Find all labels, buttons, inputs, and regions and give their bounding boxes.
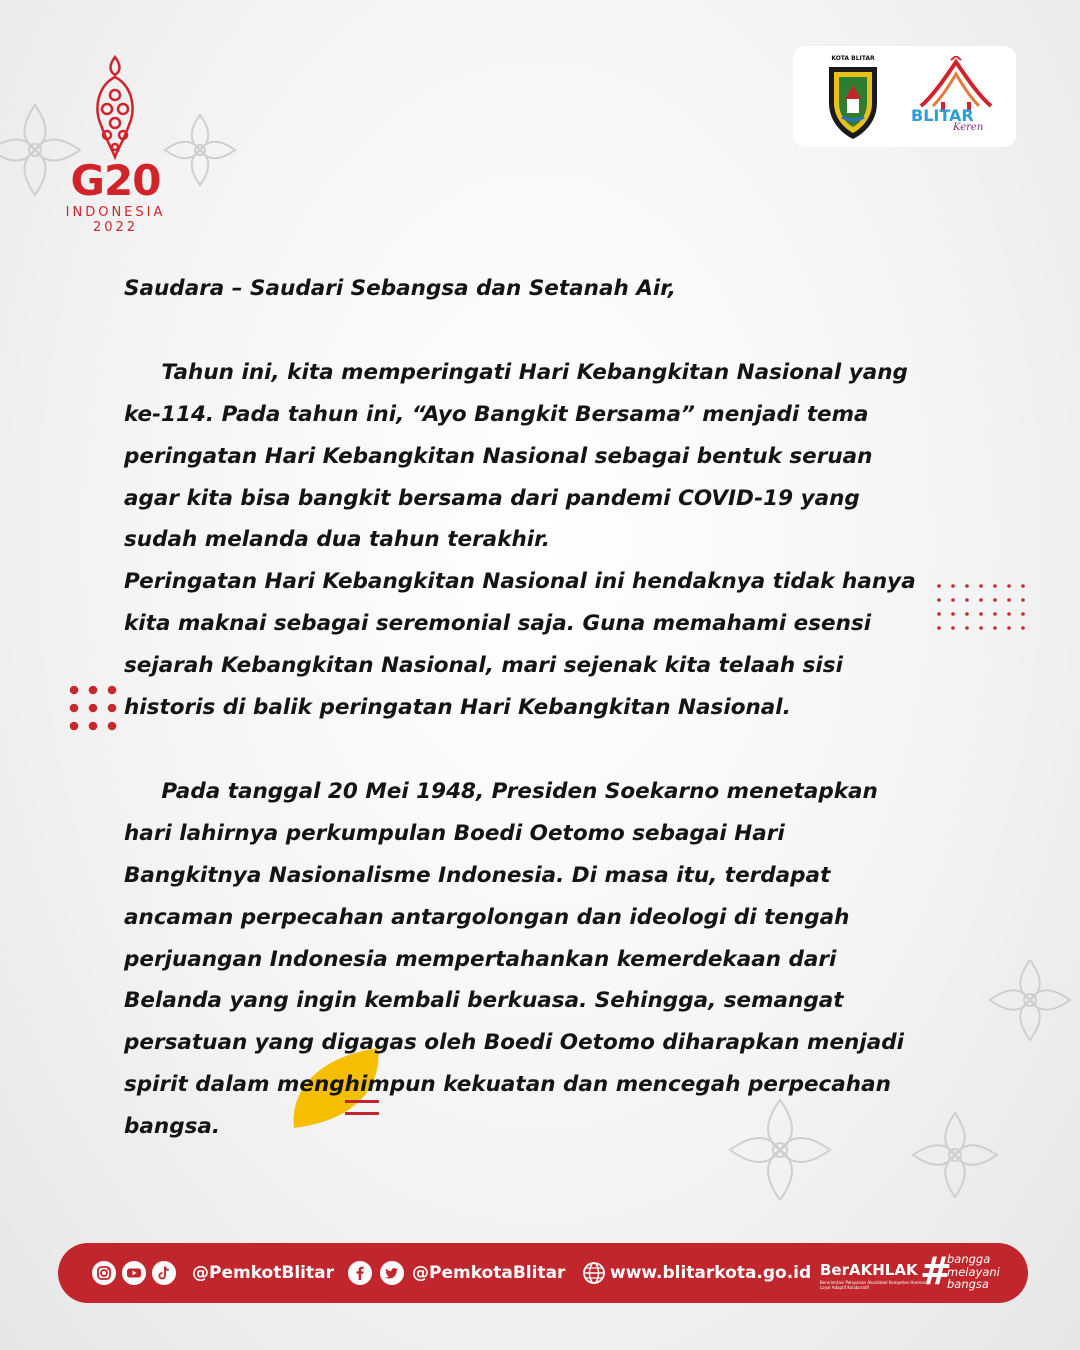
bangga-melayani-hash: # — [920, 1249, 952, 1293]
twitter-icon[interactable] — [380, 1261, 404, 1285]
paragraph-1-line: peringatan Hari Kebangkitan Nasional sebagai bentuk seruan — [124, 443, 873, 469]
paragraph-2-line: Pada tanggal 20 Mei 1948, Presiden Soekarno menetapkan — [124, 778, 878, 804]
paragraph-2-line: spirit dalam menghimpun kekuatan dan mencegah perpecahan — [124, 1072, 891, 1098]
paragraph-1-line: sudah melanda dua tahun terakhir. — [124, 527, 550, 553]
instagram-icon[interactable] — [92, 1261, 116, 1285]
blank-line — [124, 310, 984, 352]
city-logos-card — [793, 46, 1016, 147]
bangga-melayani-bangsa — [947, 1253, 1000, 1291]
kota-blitar-label: KOTA BLITAR — [831, 55, 875, 62]
social-handle-pemkotablitar[interactable]: @PemkotaBlitar — [412, 1263, 566, 1283]
social-footer-bar — [58, 1243, 1028, 1303]
g20-year: 2022 — [92, 220, 139, 235]
social-handle-pemkotblitar[interactable]: @PemkotBlitar — [192, 1263, 334, 1283]
paragraph-1-line: sejarah Kebangkitan Nasional, mari sejenak kita telaah sisi — [124, 653, 843, 679]
kota-blitar-crest-icon — [823, 63, 883, 141]
paragraph-2-line: perjuangan Indonesia mempertahankan kemerdekaan dari — [124, 946, 837, 972]
g20-emblem-icon — [85, 55, 145, 160]
paragraph-1-line: Peringatan Hari Kebangkitan Nasional ini hendaknya tidak hanya — [124, 569, 916, 595]
paragraph-1-line: Tahun ini, kita memperingati Hari Kebangkitan Nasional yang — [124, 359, 908, 385]
paragraph-2-line: persatuan yang digagas oleh Boedi Oetomo diharapkan menjadi — [124, 1030, 904, 1056]
facebook-icon[interactable] — [348, 1261, 372, 1285]
youtube-icon[interactable] — [122, 1261, 146, 1285]
paragraph-2-line: ancaman perpecahan antargolongan dan ideologi di tengah — [124, 904, 850, 930]
bangsa-line: bangsa — [947, 1277, 989, 1291]
letter-body — [124, 268, 984, 1148]
paragraph-1-line: ke-114. Pada tahun ini, “Ayo Bangkit Bersama” menjadi tema — [124, 401, 869, 427]
paragraph-1-line: agar kita bisa bangkit bersama dari pandemi COVID-19 yang — [124, 485, 860, 511]
blitar-keren-roof-icon — [911, 56, 1001, 112]
globe-icon[interactable] — [582, 1261, 606, 1285]
greeting: Saudara – Saudari Sebangsa dan Setanah Air, — [124, 276, 676, 301]
melayani-line: melayani — [947, 1264, 1000, 1279]
blank-line — [124, 729, 984, 771]
tiktok-icon[interactable] — [152, 1261, 176, 1285]
dot-grid-left — [68, 684, 120, 732]
g20-country: INDONESIA — [65, 205, 166, 220]
paragraph-2-line: bangsa. — [124, 1114, 221, 1140]
g20-logo — [58, 55, 173, 235]
paragraph-1-line: kita maknai sebagai seremonial saja. Guna memahami esensi — [124, 611, 872, 637]
bangga-line: bangga — [947, 1252, 991, 1266]
berakhlak-logo: BerAKHLAK — [820, 1261, 918, 1279]
paragraph-1-line: historis di balik peringatan Hari Kebangkitan Nasional. — [124, 695, 791, 721]
berakhlak-subtitle: Berorientasi Pelayanan Akuntabel Kompeten Harmonis Loyal Adaptif Kolaboratif — [820, 1280, 930, 1290]
paragraph-2-line: Belanda yang ingin kembali berkuasa. Sehingga, semangat — [124, 988, 844, 1014]
blitar-keren-tagline: Keren — [953, 122, 984, 133]
paragraph-2-line: hari lahirnya perkumpulan Boedi Oetomo sebagai Hari — [124, 820, 785, 846]
blitar-wordmark: BLITAR — [911, 106, 974, 125]
paragraph-2-line: Bangkitnya Nasionalisme Indonesia. Di masa itu, terdapat — [124, 862, 831, 888]
g20-wordmark: G20 — [70, 156, 161, 205]
website-link[interactable]: www.blitarkota.go.id — [610, 1263, 812, 1283]
